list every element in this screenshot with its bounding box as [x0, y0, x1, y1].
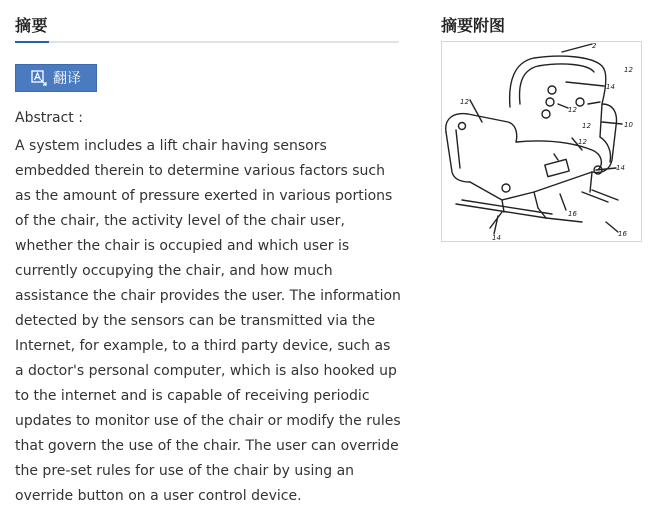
- figure-label: 2: [592, 42, 597, 50]
- abstract-body: A system includes a lift chair having sensors embedded therein to determine various factors such as the amount of pressure exerted in various portions of the chair, the activity level of the chair user, whether the chair is occupied and which user is currently occupying the chair, and how much assistance the chair provides the user. The information detected by the sensors can be transmitted via the Internet, for example, to a third party device, such as a doctor's personal computer, which is also hooked up to the internet and is capable of receiving periodic updates to monitor use of the chair or modify the rules that govern the use of the chair. The user can override the pre-set rules for use of the chair by using an override button on a user control device.: [15, 138, 401, 504]
- abstract-label: Abstract :: [15, 110, 83, 126]
- translate-button[interactable]: [15, 64, 97, 92]
- figure-label: 12: [582, 122, 591, 130]
- figure-label: 10: [624, 121, 633, 129]
- figure-label: 14: [616, 164, 625, 172]
- figure-label: 12: [624, 66, 633, 74]
- figure-title: 摘要附图: [441, 16, 506, 35]
- figure-reference-numerals: [460, 42, 633, 242]
- translate-icon: [31, 70, 47, 86]
- figure-label: 14: [492, 234, 501, 242]
- figure-label: 12: [460, 98, 469, 106]
- title-divider: [15, 41, 399, 43]
- title-divider-accent: [15, 41, 49, 43]
- abstract-figure: [441, 41, 642, 242]
- figure-label: 14: [606, 83, 615, 91]
- figure-label: 16: [618, 230, 627, 238]
- figure-label: 16: [568, 210, 577, 218]
- lift-chair-drawing: [442, 42, 643, 243]
- figure-label: 12: [578, 138, 587, 146]
- abstract-title: 摘要: [15, 16, 49, 35]
- figure-label: 12: [568, 106, 577, 114]
- translate-button-label: 翻译: [53, 71, 81, 87]
